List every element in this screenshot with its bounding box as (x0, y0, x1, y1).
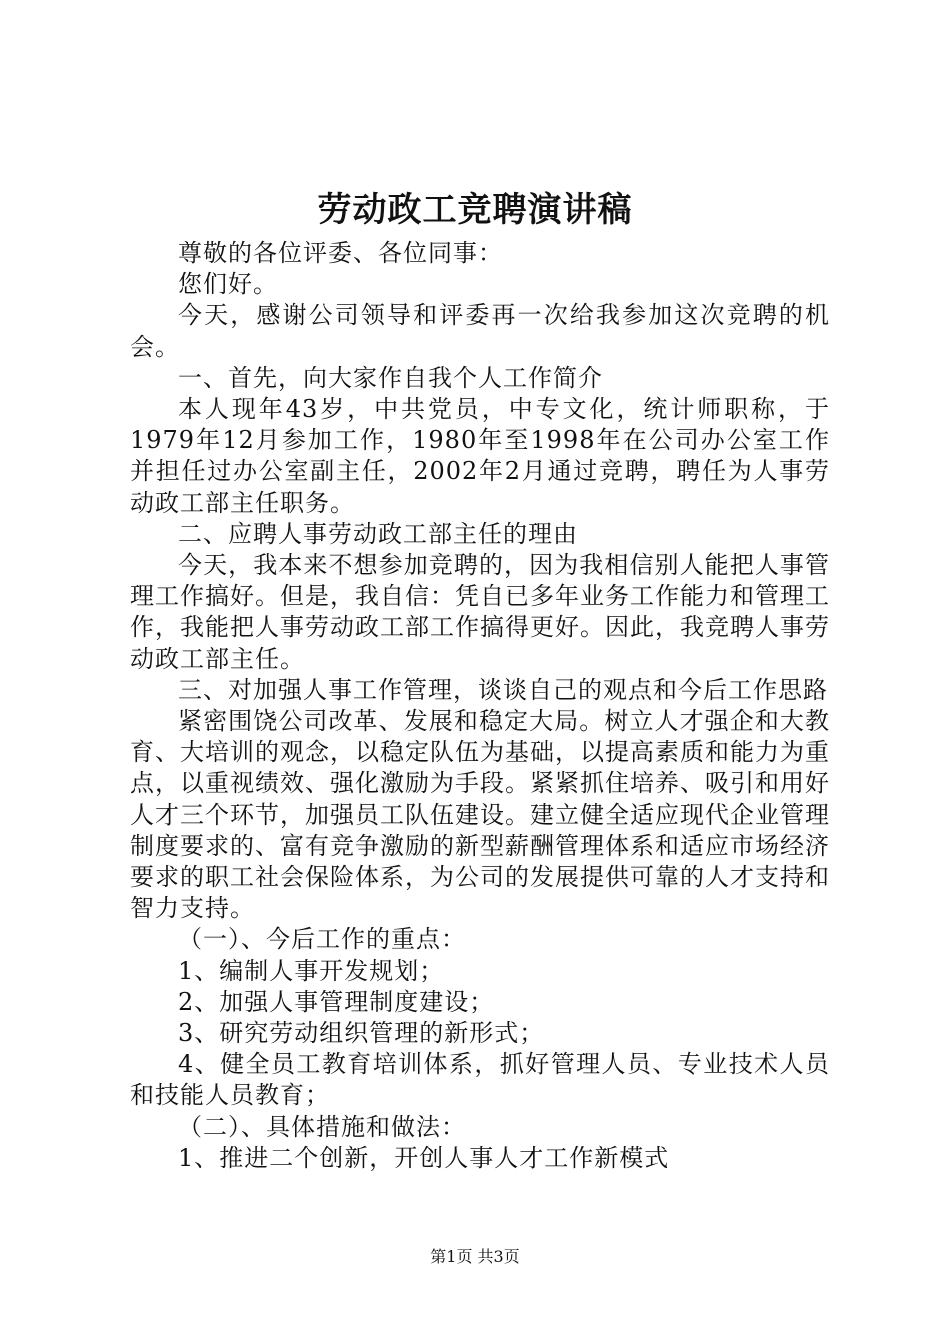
salutation: 尊敬的各位评委、各位同事： (178, 239, 503, 267)
subheading-measures: （二）、具体措施和做法： (178, 1112, 466, 1141)
views-paragraph: 紧密围饶公司改革、发展和稳定大局。树立人才强企和大教育、大培训的观念，以稳定队伍为基础，以提高素质和能力为重点，以重视绩效、强化激励为手段。紧紧抓住培养、吸引和用好人才三个环节，加强员工队伍建设。建立健全适应现代企业管理制度要求的、富有竞争激励的新型薪酬管理体系和适应市场经济要求的职工社会保险体系，为公司的发展提供可靠的人才支持和智力支持。 (130, 707, 830, 923)
list-item: 3、研究劳动组织管理的新形式； (178, 1019, 545, 1048)
intro-paragraph: 本人现年43岁，中共党员，中专文化，统计师职称，于1979年12月参加工作，1980年至1998年在公司办公室工作并担任过办公室副主任，2002年2月通过竞聘，聘任为人事劳动政工部主任职务。 (130, 395, 830, 517)
section-heading-intro: 一、首先，向大家作自我个人工作简介 (178, 363, 603, 392)
subheading-focus: （一）、今后工作的重点： (178, 925, 466, 954)
opening-paragraph: 今天，感谢公司领导和评委再一次给我参加这次竞聘的机会。 (130, 301, 830, 361)
list-item: 2、加强人事管理制度建设； (178, 987, 495, 1016)
reason-paragraph: 今天，我本来不想参加竞聘的，因为我相信别人能把人事管理工作搞好。但是，我自信：凭自已多年业务工作能力和管理工作，我能把人事劳动政工部工作搞得更好。因此，我竞聘人事劳动政工部主任。 (130, 551, 830, 673)
list-item: 1、推进二个创新，开创人事人才工作新模式 (178, 1143, 670, 1172)
section-heading-reason: 二、应聘人事劳动政工部主任的理由 (178, 519, 578, 548)
page-footer: 第1页 共3页 (430, 1247, 520, 1266)
section-heading-views: 三、对加强人事工作管理，谈谈自己的观点和今后工作思路 (178, 675, 828, 704)
document-title: 劳动政工竞聘演讲稿 (317, 190, 633, 230)
list-item: 1、编制人事开发规划； (178, 956, 445, 985)
document-body (130, 238, 830, 1174)
greeting: 您们好。 (178, 270, 278, 299)
list-item: 4、健全员工教育培训体系，抓好管理人员、专业技术人员和技能人员教育； (130, 1050, 830, 1110)
